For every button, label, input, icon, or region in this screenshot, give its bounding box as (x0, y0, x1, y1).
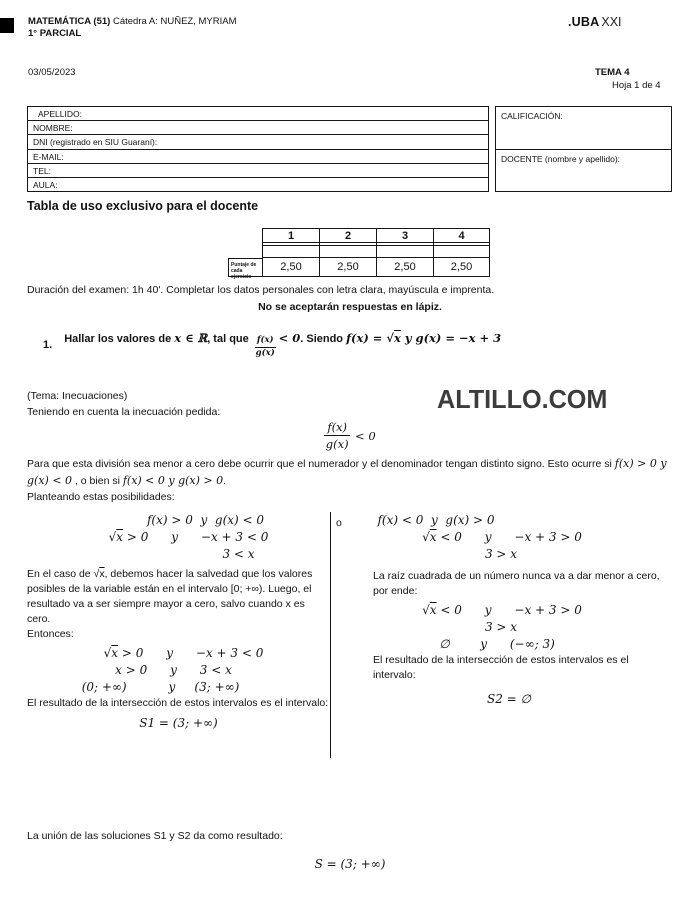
form-field-nombre: NOMBRE: (28, 121, 488, 135)
exam-date: 03/05/2023 (28, 67, 76, 78)
display-fraction-denominator: g(x) (325, 437, 349, 451)
course-name: MATEMÁTICA (51) (28, 16, 111, 27)
student-form-left-column (27, 106, 489, 192)
case1-entonces: Entonces: (27, 628, 74, 640)
case2-math-line: 3 > x (484, 620, 518, 634)
case1-math-line: f(x) > 0 y g(x) < 0 (146, 513, 265, 527)
score-empty-cell (262, 246, 319, 258)
case1-math-line: (0; +∞) y (3; +∞) (81, 680, 240, 694)
form-field-aula: AULA: (33, 179, 58, 190)
fraction-numerator: f(x) (255, 336, 276, 348)
question-math-functions: f(x) = √x y g(x) = −x + 3 (346, 331, 502, 345)
solution-paragraph-2: Planteando estas posibilidades: (27, 491, 175, 503)
score-col-header-2: 2 (319, 228, 376, 243)
case1-result-text: El resultado de la intersección de estos intervalos es el intervalo: (27, 697, 329, 709)
course-title-line (28, 16, 237, 28)
case2-math-line: 3 > x (484, 547, 518, 561)
course-header (28, 16, 237, 40)
case2-math-line: ∅ y (−∞; 3) (439, 637, 555, 651)
no-pencil-instruction: No se aceptarán respuestas en lápiz. (258, 301, 442, 313)
case2-result: S2 = ∅ (487, 692, 531, 706)
case-2-column (331, 512, 673, 758)
case-1-column (27, 512, 331, 758)
score-empty-cell (433, 246, 490, 258)
form-field-calificacion: CALIFICACIÓN: (496, 107, 671, 150)
display-fraction-rhs: < 0 (355, 428, 376, 443)
altillo-watermark: ALTILLO.COM (437, 384, 608, 414)
score-value-3: 2,50 (376, 258, 433, 277)
inline-fraction (255, 336, 276, 358)
tema-block (595, 67, 661, 92)
solution-topic: (Tema: Inecuaciones) (27, 390, 128, 402)
case-columns (27, 512, 673, 758)
form-field-dni: DNI (registrado en SIU Guaraní): (28, 135, 488, 149)
exam-name: 1° PARCIAL (28, 28, 82, 39)
student-form-table (27, 106, 672, 192)
form-field-email: E-MAIL: (28, 150, 488, 164)
score-cell-ghost (228, 246, 262, 258)
form-field-tel: TEL: (28, 164, 488, 178)
final-result-wrap (27, 856, 673, 873)
solution-intro: Teniendo en cuenta la inecuación pedida: (27, 406, 221, 418)
score-cell-ghost (228, 228, 262, 243)
final-result: S = (3; +∞) (314, 857, 386, 871)
display-fraction-numerator: f(x) (324, 420, 350, 436)
course-chair: Cátedra A: NUÑEZ, MYRIAM (110, 16, 237, 27)
question-math-inequality: < 0 (278, 331, 301, 345)
case2-math-line: √x < 0 y −x + 3 > 0 (422, 530, 582, 544)
score-value-4: 2,50 (433, 258, 490, 277)
case2-math-line: √x < 0 y −x + 3 > 0 (422, 603, 582, 617)
uba-xxi-logo (568, 15, 622, 29)
score-empty-cell (319, 246, 376, 258)
form-field-docente: DOCENTE (nombre y apellido): (501, 153, 621, 164)
case2-math-line: f(x) < 0 y g(x) > 0 (377, 513, 495, 527)
conclusion-text: La unión de las soluciones S1 y S2 da como resultado: (27, 830, 283, 842)
score-empty-cell (376, 246, 433, 258)
score-col-header-3: 3 (376, 228, 433, 243)
case2-result-text: El resultado de la intersección de estos intervalos es el intervalo: (373, 654, 629, 681)
display-equation-wrap (27, 420, 673, 451)
logo-xxi: XXI (601, 15, 622, 29)
score-row-label: Puntaje de cada ejercicio (228, 258, 262, 277)
question-1 (43, 331, 501, 358)
solution-paragraph: Para que esta división sea menor a cero debe ocurrir que el numerador y el denominador tengan distinto signo. Esto ocurre si f(x) > 0 y g(x) < 0 , o bien si f(x) < 0 y g(x) > 0. (27, 457, 667, 487)
tema-number: TEMA 4 (595, 67, 630, 78)
score-table (228, 228, 490, 280)
case1-explanation: En el caso de √x, debemos hacer la salvedad que los valores posibles de la variable están en el intervalo [0; +∞). Luego, el resultado va a ser siempre mayor a cero, salvo cuando x es cero. (27, 568, 313, 625)
fraction-denominator: g(x) (255, 347, 275, 358)
student-form-right-column (495, 106, 672, 192)
logo-uba: .UBA (568, 15, 600, 29)
case1-math-line: 3 < x (222, 547, 255, 561)
case1-math-line: √x > 0 y −x + 3 < 0 (108, 530, 269, 544)
question-text: Hallar los valores de x ∈ ℝ, tal que $\frac{f(x)}{g(x)}$ < 0. Siendo f(x) = √x y g(x) = −x + 3 (64, 331, 502, 358)
case1-math-line: √x > 0 y −x + 3 < 0 (103, 646, 264, 660)
teacher-table-title: Tabla de uso exclusivo para el docente (27, 199, 259, 213)
case2-explanation: La raíz cuadrada de un número nunca va a dar menor a cero, por ende: (373, 570, 660, 597)
page-number: Hoja 1 de 4 (612, 79, 661, 91)
question-number: 1. (43, 338, 53, 351)
duration-instruction: Duración del examen: 1h 40'. Completar los datos personales con letra clara, mayúscula e imprenta. (27, 284, 495, 296)
scan-artifact-square (0, 18, 14, 33)
score-col-header-4: 4 (433, 228, 490, 243)
score-value-2: 2,50 (319, 258, 376, 277)
question-math-domain: x ∈ ℝ (174, 331, 208, 345)
score-col-header-1: 1 (262, 228, 319, 243)
case1-result: S1 = (3; +∞) (139, 716, 218, 730)
inline-math-case2: f(x) < 0 y g(x) > 0 (122, 473, 224, 487)
or-separator: o (336, 517, 342, 529)
score-value-1: 2,50 (262, 258, 319, 277)
form-field-apellido: APELLIDO: (28, 107, 488, 121)
inline-math-case1: f(x) > 0 y g(x) < 0 (27, 457, 667, 487)
display-fraction (324, 420, 375, 451)
case1-math-line: x > 0 y 3 < x (115, 663, 232, 677)
